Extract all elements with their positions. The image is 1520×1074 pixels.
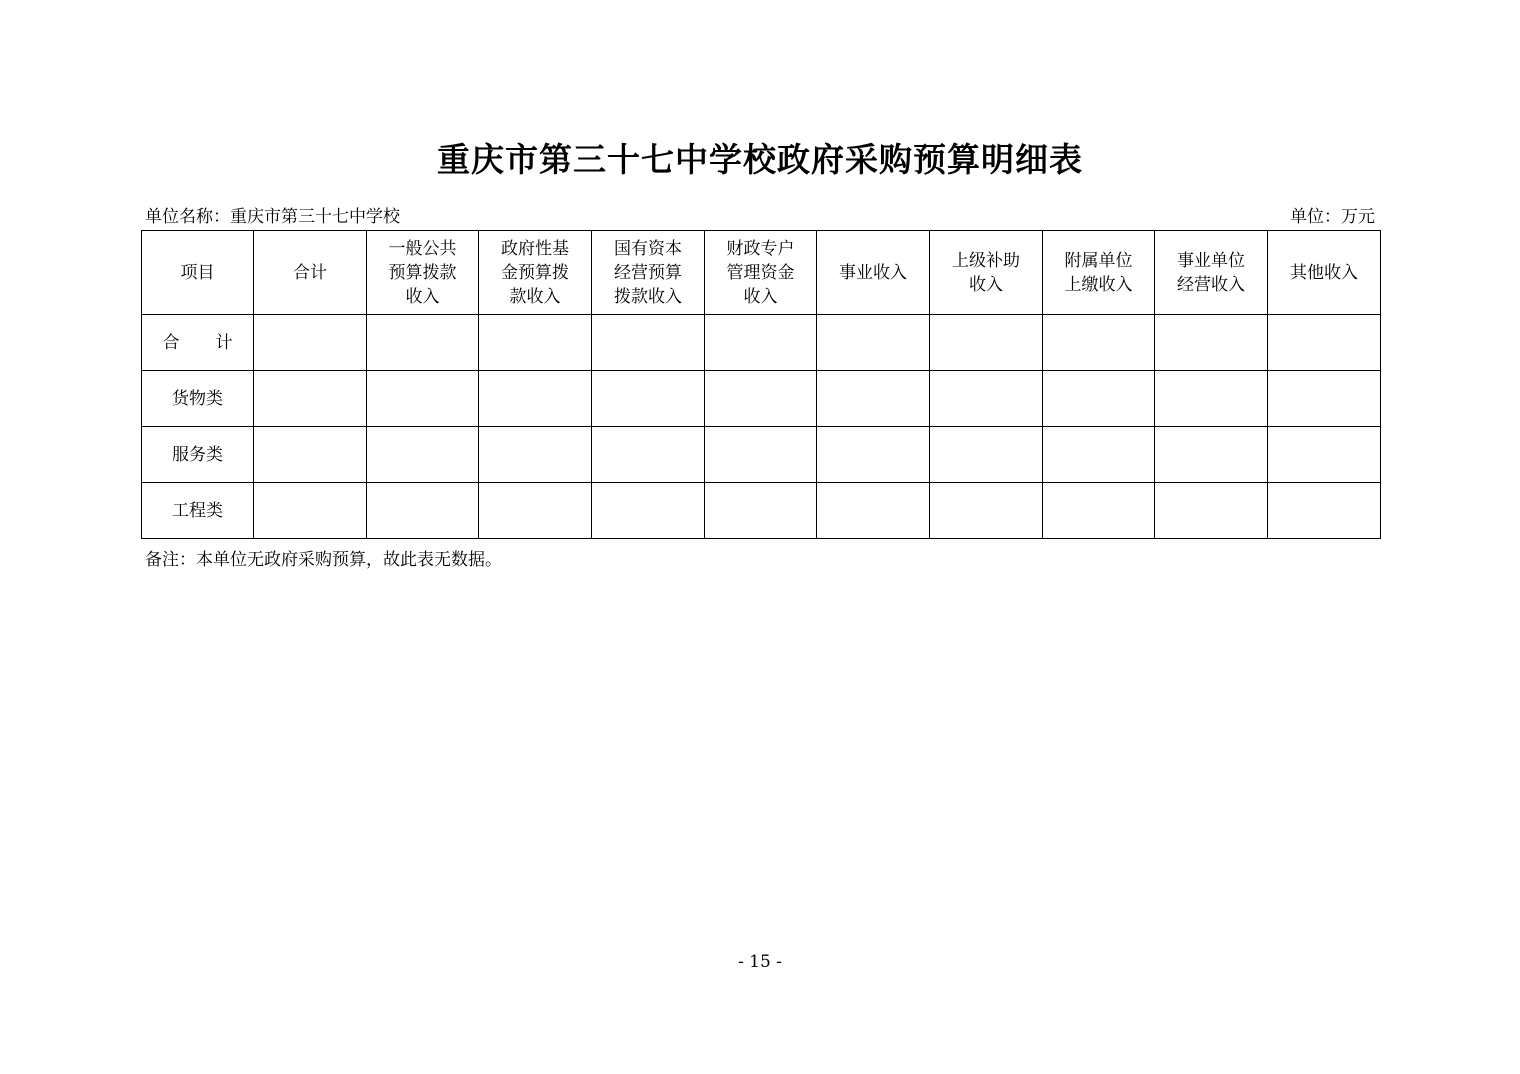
table-cell (254, 315, 367, 371)
header-general-budget (367, 231, 479, 315)
header-gov-fund-label: 政府性基金预算拨款收入 (501, 238, 569, 307)
row-label-total-char-1: 合 (162, 332, 180, 353)
table-row-goods (142, 371, 1381, 427)
table-note: 备注：本单位无政府采购预算，故此表无数据。 (145, 550, 502, 570)
header-business-income-label: 事业收入 (839, 262, 907, 283)
page-number: - 15 - (738, 952, 782, 972)
table-cell (479, 371, 592, 427)
table-cell (705, 483, 817, 539)
table-cell (1268, 371, 1381, 427)
table-cell (254, 371, 367, 427)
table-cell (1155, 483, 1268, 539)
table-cell (930, 483, 1043, 539)
table-cell (930, 371, 1043, 427)
header-state-capital (592, 231, 705, 315)
table-cell (592, 427, 705, 483)
table-cell (1043, 371, 1155, 427)
unit-currency-label: 单位：万元 (1290, 207, 1375, 227)
table-cell (930, 315, 1043, 371)
table-cell (367, 427, 479, 483)
table-cell (592, 483, 705, 539)
table-cell (705, 371, 817, 427)
header-total (254, 231, 367, 315)
header-other-income-label: 其他收入 (1290, 262, 1358, 283)
table-cell (817, 371, 930, 427)
table-cell (479, 315, 592, 371)
row-label-total-char-2: 计 (215, 332, 233, 353)
header-operating-income (1155, 231, 1268, 315)
header-operating-income-label: 事业单位经营收入 (1177, 250, 1245, 295)
header-special-account-label: 财政专户管理资金收入 (726, 238, 795, 307)
table-cell (592, 371, 705, 427)
header-affiliated-payment (1043, 231, 1155, 315)
table-cell (367, 483, 479, 539)
header-business-income (817, 231, 930, 315)
table-cell (1155, 315, 1268, 371)
header-item-label: 项目 (180, 262, 215, 283)
header-superior-subsidy-label: 上级补助收入 (952, 250, 1020, 295)
table-cell (254, 483, 367, 539)
procurement-budget-table (141, 230, 1381, 539)
table-cell (817, 315, 930, 371)
header-special-account (705, 231, 817, 315)
table-cell (479, 483, 592, 539)
header-general-budget-label: 一般公共预算拨款收入 (388, 238, 457, 307)
table-cell (930, 427, 1043, 483)
table-cell (817, 483, 930, 539)
row-label-total (142, 315, 254, 371)
table-row-total (142, 315, 1381, 371)
table-header-row (142, 231, 1381, 315)
table-cell (817, 427, 930, 483)
row-label-services: 服务类 (142, 427, 254, 483)
table-cell (1268, 315, 1381, 371)
header-state-capital-label: 国有资本经营预算拨款收入 (614, 238, 682, 307)
header-other-income (1268, 231, 1381, 315)
table-cell (479, 427, 592, 483)
table-cell (367, 315, 479, 371)
table-cell (1155, 371, 1268, 427)
table-cell (254, 427, 367, 483)
header-item (142, 231, 254, 315)
table-cell (1043, 483, 1155, 539)
table-cell (367, 371, 479, 427)
header-affiliated-payment-label: 附属单位上缴收入 (1064, 250, 1133, 295)
row-label-goods: 货物类 (142, 371, 254, 427)
table-cell (1155, 427, 1268, 483)
table-cell (592, 315, 705, 371)
table-cell (705, 315, 817, 371)
row-label-engineering: 工程类 (142, 483, 254, 539)
table-row-services (142, 427, 1381, 483)
table-row-engineering (142, 483, 1381, 539)
unit-name-label: 单位名称：重庆市第三十七中学校 (145, 207, 400, 227)
table-cell (1268, 483, 1381, 539)
table-cell (705, 427, 817, 483)
table-cell (1268, 427, 1381, 483)
table-cell (1043, 315, 1155, 371)
header-superior-subsidy (930, 231, 1043, 315)
header-gov-fund (479, 231, 592, 315)
page-title: 重庆市第三十七中学校政府采购预算明细表 (437, 140, 1083, 179)
table-cell (1043, 427, 1155, 483)
header-total-label: 合计 (293, 262, 327, 283)
